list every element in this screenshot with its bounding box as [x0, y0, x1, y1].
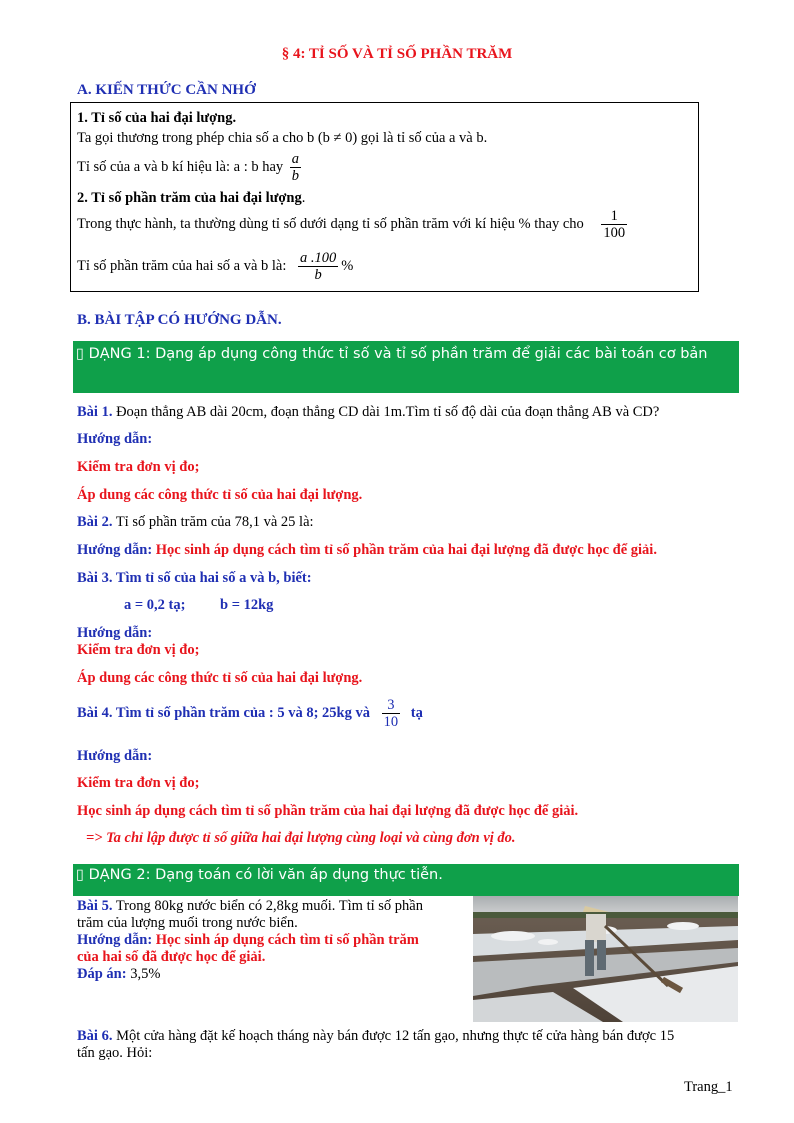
- hd-5-label: Hướng dẫn:: [77, 932, 153, 948]
- fraction-1-over-100: [601, 208, 627, 241]
- bai-5: [77, 898, 467, 983]
- bai-6: [77, 1028, 674, 1062]
- hd-3-step-1: Kiểm tra đơn vị đo;: [77, 642, 200, 658]
- bai-4: [77, 697, 423, 730]
- fraction-num: 3: [382, 697, 401, 714]
- bai-3-b: b = 12kg: [220, 597, 274, 613]
- box-line-4: [77, 250, 353, 283]
- page-footer: Trang_1: [684, 1079, 733, 1095]
- box-line-3-text: Trong thực hành, ta thường dùng tỉ số dưới dạng tỉ số phần trăm với kí hiệu % thay cho: [77, 216, 584, 232]
- fraction-den: b: [314, 267, 322, 283]
- fraction-num: a: [291, 151, 300, 167]
- bai-5-label: Bài 5.: [77, 898, 113, 914]
- bai-1: [77, 404, 659, 421]
- bai-2-label: Bài 2.: [77, 514, 113, 530]
- bai-5-text-2: trăm của lượng muối trong nước biển.: [77, 915, 298, 931]
- bai-3: Bài 3. Tìm tỉ số của hai số a và b, biết:: [77, 570, 312, 586]
- hd-4-step-1: Kiểm tra đơn vị đo;: [77, 775, 200, 791]
- fraction-3-over-10: [382, 697, 401, 730]
- percent-sign: %: [341, 258, 354, 274]
- hd-4-label: Hướng dẫn:: [77, 748, 153, 764]
- hd-5-text-2: của hai số đã được học để giải.: [77, 949, 266, 965]
- bai-6-text-1: Một cửa hàng đặt kế hoạch tháng này bán được 12 tấn gạo, nhưng thực tế cửa hàng bán được 15: [112, 1028, 675, 1044]
- fraction-num: a .100: [300, 250, 337, 266]
- fraction-a-over-b: [290, 151, 301, 184]
- box-line-1: Ta gọi thương trong phép chia số a cho b (b ≠ 0) gọi là tỉ số của a và b.: [77, 130, 488, 146]
- section-b-heading: B. BÀI TẬP CÓ HƯỚNG DẪN.: [77, 312, 282, 328]
- bai-4-text: Bài 4. Tìm tỉ số phần trăm của : 5 và 8; 25kg và: [77, 705, 370, 721]
- bai-2-text: Tỉ số phần trăm của 78,1 và 25 là:: [112, 514, 314, 530]
- note-same-unit: => Ta chỉ lập được tỉ số giữa hai đại lượng cùng loại và cùng đơn vị đo.: [86, 830, 516, 846]
- dang-1-banner: ▯ DẠNG 1: Dạng áp dụng công thức tỉ số và tỉ số phần trăm để giải các bài toán cơ bản: [73, 341, 739, 393]
- hd-5-text-1: Học sinh áp dụng cách tìm tỉ số phần trăm: [152, 932, 419, 948]
- box-line-4-text: Tỉ số phần trăm của hai số a và b là:: [77, 258, 287, 274]
- hd-3-step-2: Áp dung các công thức tỉ số của hai đại lượng.: [77, 670, 363, 686]
- fraction-den: b: [291, 168, 300, 184]
- bai-6-text-2: tấn gạo. Hỏi:: [77, 1045, 153, 1061]
- da-5-label: Đáp án:: [77, 966, 127, 982]
- box-line-2: [77, 151, 304, 184]
- salt-field-photo: [473, 896, 738, 1022]
- bai-3-a: a = 0,2 tạ;: [124, 597, 186, 613]
- hd-4-step-2: Học sinh áp dụng cách tìm tỉ số phần trăm của hai đại lượng đã được học để giải.: [77, 803, 579, 819]
- bai-6-label: Bài 6.: [77, 1028, 113, 1044]
- page-title: § 4: TỈ SỐ VÀ TỈ SỐ PHẦN TRĂM: [281, 46, 513, 62]
- hd-1-step-1: Kiểm tra đơn vị đo;: [77, 459, 200, 475]
- bai-1-label: Bài 1.: [77, 404, 113, 420]
- box-heading-2-dot: .: [301, 190, 306, 206]
- fraction-a100-over-b: [298, 250, 338, 283]
- dang-2-banner: ▯ DẠNG 2: Dạng toán có lời văn áp dụng thực tiễn.: [73, 864, 739, 896]
- hd-1-step-2: Áp dung các công thức tỉ số của hai đại lượng.: [77, 487, 363, 503]
- section-a-heading: A. KIẾN THỨC CẦN NHỚ: [77, 82, 256, 98]
- fraction-den: 10: [383, 714, 399, 730]
- hd-2-label: Hướng dẫn:: [77, 542, 153, 558]
- fraction-num: 1: [601, 208, 627, 225]
- hd-2: [77, 542, 657, 559]
- box-heading-2-text: 2. Tỉ số phần trăm của hai đại lượng: [77, 190, 302, 206]
- bai-4-unit: tạ: [410, 705, 423, 721]
- hd-1-label: Hướng dẫn:: [77, 431, 153, 447]
- bai-5-text-1: Trong 80kg nước biển có 2,8kg muối. Tìm tỉ số phần: [112, 898, 423, 914]
- box-heading-2: [77, 190, 305, 207]
- bai-1-text: Đoạn thẳng AB dài 20cm, đoạn thẳng CD dài 1m.Tìm tỉ số độ dài của đoạn thẳng AB và CD?: [112, 404, 660, 420]
- box-line-3: [77, 208, 630, 241]
- hd-2-text: Học sinh áp dụng cách tìm tỉ số phần trăm của hai đại lượng đã được học để giải.: [152, 542, 657, 558]
- bai-2: [77, 514, 314, 531]
- fraction-den: 100: [603, 225, 626, 241]
- da-5-text: 3,5%: [126, 966, 161, 982]
- box-line-2-text: Tỉ số của a và b kí hiệu là: a : b hay: [77, 159, 284, 175]
- hd-3-label: Hướng dẫn:: [77, 625, 153, 641]
- box-heading-1: 1. Tỉ số của hai đại lượng.: [77, 110, 237, 126]
